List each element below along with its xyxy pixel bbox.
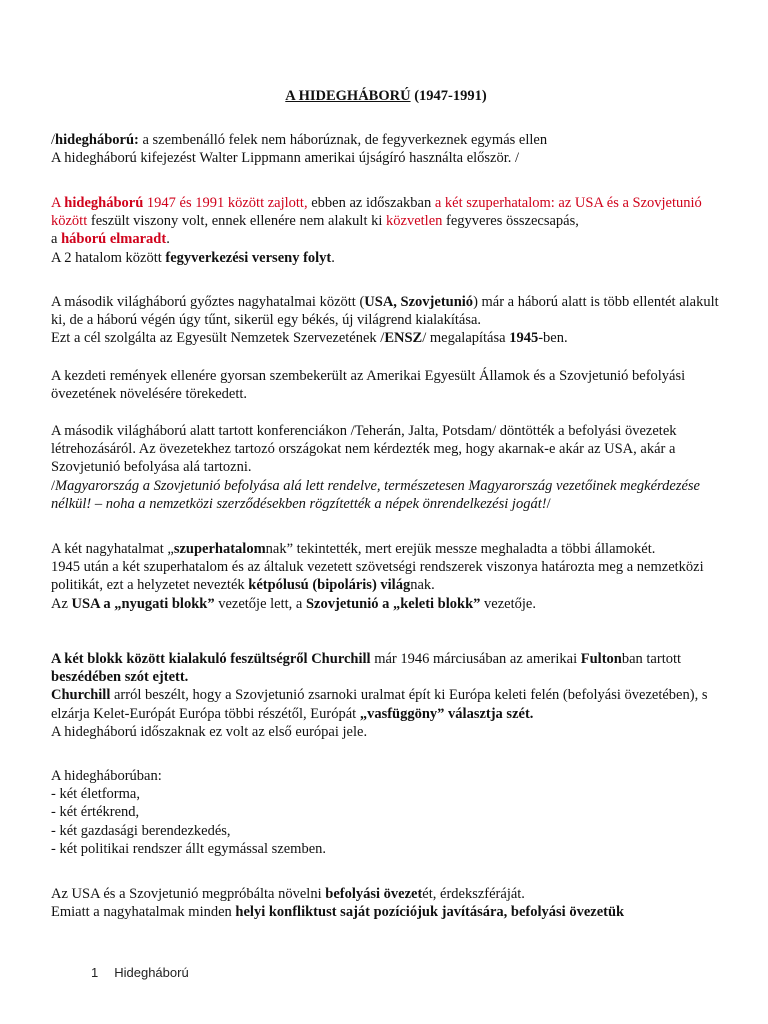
text: nak” tekintették, mert erejük messze meghaladta a többi államokét. [265,541,656,557]
title-years: (1947-1991) [410,88,487,104]
definition-paragraph [51,131,721,167]
text: arról beszélt, hogy a Szovjetunió zsarnoki uralmat épít ki Európa keleti felén (befolyási övezetében), s elzárja Kelet-Európát Európa többi részétől, Európát [51,687,708,722]
term-bold: hidegháború: [55,132,139,148]
text: / [51,477,56,494]
text: nak. [410,577,435,594]
text: A hidegháború kifejezést Walter Lippmann amerikai újságíró használta először. / [51,150,520,167]
churchill-paragraph [51,650,721,741]
text: / megalapítása [422,330,510,347]
text: ét, érdekszféráját. [422,886,525,902]
text-red: a két szuperhatalom: az USA és a Szovjetunió között [51,195,702,230]
text-bold: kétpólusú (bipoláris) világ [248,577,411,594]
text-bold: „vasfüggöny” választja szét. [359,705,534,722]
text: Emiatt a nagyhatalmak minden [51,904,236,921]
list-item: - két politikai rendszer állt egymással szemben. [51,840,327,857]
text-bold: Churchill [51,687,111,704]
coldwar-list-paragraph [51,767,721,858]
text-italic: Magyarország a Szovjetunió befolyása alá lett rendelve, természetesen Magyarország vezetőinek megkérdezése nélkül! – noha a nemzetközi szerződésekben rögzítették a népek önrendelkezési jogát! [51,477,700,512]
conferences-paragraph [51,422,721,513]
influence-paragraph [51,885,721,921]
text: fegyveres összecsapás, [442,213,579,230]
text: A hidegháború időszaknak ez volt az első európai jele. [51,723,368,740]
text-bold: A két blokk között kialakuló feszültségről Churchill [51,651,371,667]
list-item: - két gazdasági berendezkedés, [51,822,231,839]
page-footer [91,965,205,980]
list-item: - két életforma, [51,786,140,803]
text-bold: Szovjetunió a „keleti blokk” [305,595,481,612]
footer-label: Hidegháború [114,965,189,980]
text-red-bold: háború elmaradt [61,231,167,248]
summary-paragraph [51,194,721,267]
text-bold: szuperhatalom [173,541,266,557]
hopes-paragraph [51,367,721,403]
text: vezetője. [480,595,536,612]
text: ) már a háború alatt is több ellentét alakult ki, de a háború végén úgy tűnt, sikerül egy békés, új világrend kialakítása. [51,294,719,329]
wwii-paragraph [51,293,721,348]
text-red: 1947 és 1991 között zajlott, [143,195,308,211]
text-red: közvetlen [386,213,443,230]
text: feszült viszony volt, ennek ellenére nem alakult ki [87,213,387,230]
text: . [166,231,170,248]
text-bold: 1945 [509,330,539,347]
list-intro: A hidegháborúban: [51,768,162,784]
page-title [51,88,721,105]
text-bold: beszédében szót ejtett. [51,669,189,686]
text-bold: befolyási övezet [325,886,423,902]
text: . [331,249,335,266]
text: A 2 hatalom között [51,249,166,266]
text: a szembenálló felek nem háborúznak, de fegyverkeznek egymás ellen [138,132,548,148]
list-item: - két értékrend, [51,804,140,821]
text: Az [51,595,72,612]
text: ebben az időszakban [307,195,435,211]
text: 1945 után a két szuperhatalom és az általuk vezetett szövetségi rendszerek viszonya határozta meg a nemzetközi politikát, ezt a helyzetet nevezték [51,559,704,594]
text-bold: ENSZ [384,330,423,347]
page-number: 1 [91,965,99,980]
text: / [51,132,56,148]
text: A kezdeti remények ellenére gyorsan szembekerült az Amerikai Egyesült Államok és a Szovjetunió befolyási övezetének növelésére törekedett. [51,368,686,403]
title-main: A HIDEGHÁBORÚ [285,88,411,104]
text-bold: helyi konfliktust saját pozíciójuk javítására, befolyási övezetük [235,904,625,921]
text: már 1946 márciusában az amerikai [370,651,581,667]
text: Az USA és a Szovjetunió megpróbálta növelni [51,886,326,902]
text: Ezt a cél szolgálta az Egyesült Nemzetek Szervezetének / [51,330,385,347]
text: a [51,231,62,248]
text-red-bold: hidegháború [64,195,144,211]
text: A második világháború alatt tartott konferenciákon /Teherán, Jalta, Potsdam/ döntötték a befolyási övezetek létrehozásáról. Az övezetekhez tartozó országokat nem kérdezték meg, hogy akarnak-e akár az USA, akár a Szovjetunió befolyása alá tartozni. [51,423,677,476]
text-bold: fegyverkezési verseny folyt [165,249,332,266]
text: A második világháború győztes nagyhatalmai között ( [51,294,365,310]
text: -ben. [538,330,568,347]
text-bold: Fulton [580,651,622,667]
text: / [546,495,551,512]
text: A két nagyhatalmat „ [51,541,174,557]
text-bold: USA, Szovjetunió [364,294,474,310]
text: ban tartott [621,651,682,667]
text-bold: USA a „nyugati blokk” [71,595,215,612]
text-red: A [51,195,65,211]
superpower-paragraph [51,540,721,613]
text: vezetője lett, a [214,595,306,612]
